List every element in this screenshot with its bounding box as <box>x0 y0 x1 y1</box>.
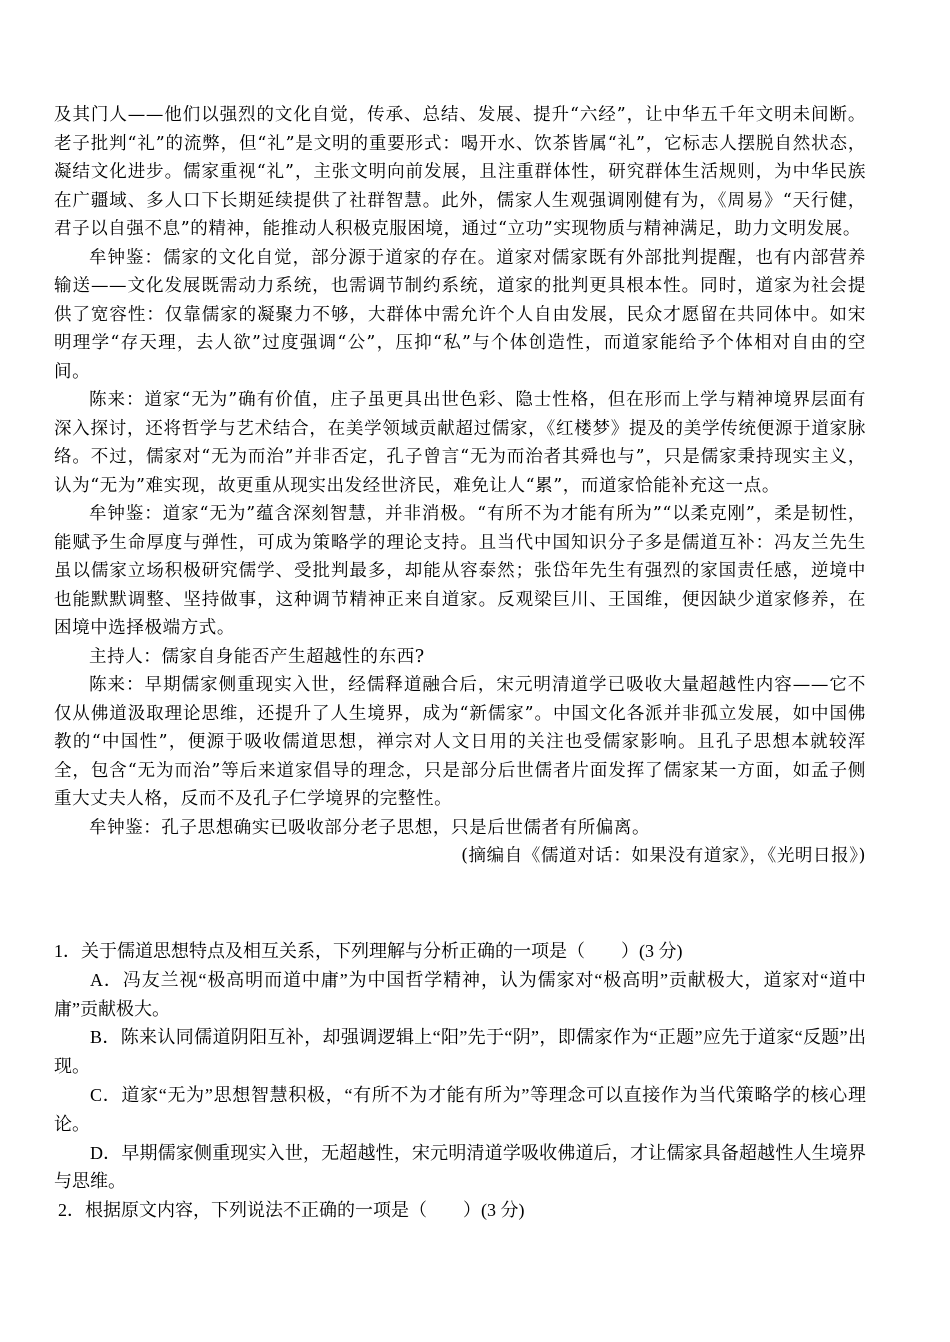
question-1-number: 1． <box>54 941 81 961</box>
question-1-option-c: C．道家“无为”思想智慧积极，“有所不为才能有所为”等理念可以直接作为当代策略学的核心理论。 <box>54 1084 866 1134</box>
article-excerpt <box>54 101 866 871</box>
article-source-citation: (摘编自《儒道对话：如果没有道家》，《光明日报》) <box>461 846 866 866</box>
article-paragraph-5: 主持人：儒家自身能否产生超越性的东西? <box>89 646 425 667</box>
question-2-text: 根据原文内容，下列说法不正确的一项是（ ）(3 分) <box>85 1200 525 1221</box>
article-paragraph-3: 陈来：道家“无为”确有价值，庄子虽更具出世色彩、隐士性格，但在形而上学与精神境界层面有深入探讨，还将哲学与艺术结合，在美学领域贡献超过儒家，《红楼梦》提及的美学传统便源于道家脉络。不过，儒家对“无为而治”并非否定，孔子曾言“无为而治者其舜也与”，只是儒家秉持现实主义，认为“无为”难实现，故更重从现实出发经世济民，难免让人“累”，而道家恰能补充这一点。 <box>54 390 866 496</box>
question-1-option-d: D．早期儒家侧重现实入世，无超越性，宋元明清道学吸收佛道后，才让儒家具备超越性人生境界与思维。 <box>54 1142 866 1192</box>
article-paragraph-6: 陈来：早期儒家侧重现实入世，经儒释道融合后，宋元明清道学已吸收大量超越性内容——它不仅从佛道汲取理论思维，还提升了人生境界，成为“新儒家”。中国文化各派并非孤立发展，如中国佛教的“中国性”，便源于吸收儒道思想，禅宗对人文日用的关注也受儒家影响。且孔子思想本就较浑全，包含“无为而治”等后来道家倡导的理念，只是部分后世儒者片面发挥了儒家某一方面，如孟子侧重大丈夫人格，反而不及孔子仁学境界的完整性。 <box>54 675 866 809</box>
question-section <box>54 937 866 1225</box>
question-1-option-a: A．冯友兰视“极高明而道中庸”为中国哲学精神，认为儒家对“极高明”贡献极大，道家对“道中庸”贡献极大。 <box>54 969 866 1019</box>
article-paragraph-4: 牟钟鉴：道家“无为”蕴含深刻智慧，并非消极。“有所不为才能有所为”“以柔克刚”，柔是韧性，能赋予生命厚度与弹性，可成为策略学的理论支持。且当代中国知识分子多是儒道互补：冯友兰先生虽以儒家立场积极研究儒学、受批判最多，却能从容泰然；张岱年先生有强烈的家国责任感，逆境中也能默默调整、坚持做事，这种调节精神正来自道家。反观梁巨川、王国维，便因缺少道家修养，在困境中选择极端方式。 <box>54 504 866 638</box>
question-2-number: 2． <box>58 1200 85 1221</box>
article-paragraph-2: 牟钟鉴：儒家的文化自觉，部分源于道家的存在。道家对儒家既有外部批判提醒，也有内部营养输送——文化发展既需动力系统，也需调节制约系统，道家的批判更具根本性。同时，道家为社会提供了宽容性：仅靠儒家的凝聚力不够，大群体中需允许个人自由发展，民众才愿留在共同体中。如宋明理学“存天理，去人欲”过度强调“公”，压抑“私”与个体创造性，而道家能给予个体相对自由的空间。 <box>54 247 866 382</box>
article-paragraph-1: 及其门人——他们以强烈的文化自觉，传承、总结、发展、提升“六经”，让中华五千年文明未间断。老子批判“礼”的流弊，但“礼”是文明的重要形式：喝开水、饮茶皆属“礼”，它标志人摆脱自然状态，凝结文化进步。儒家重视“礼”，主张文明向前发展，且注重群体性，研究群体生活规则，为中华民族在广疆域、多人口下长期延续提供了社群智慧。此外，儒家人生观强调刚健有为，《周易》“天行健，君子以自强不息”的精神，能推动人积极克服困境，通过“立功”实现物质与精神满足，助力文明发展。 <box>54 105 866 239</box>
question-2-stem <box>54 1196 866 1225</box>
question-1-text: 关于儒道思想特点及相互关系，下列理解与分析正确的一项是（ ）(3 分) <box>81 941 683 961</box>
article-paragraph-7: 牟钟鉴：孔子思想确实已吸收部分老子思想，只是后世儒者有所偏离。 <box>89 817 651 838</box>
question-1-option-b: B．陈来认同儒道阴阳互补，却强调逻辑上“阳”先于“阴”，即儒家作为“正题”应先于道家“反题”出现。 <box>54 1027 866 1077</box>
question-1-stem <box>54 937 866 966</box>
